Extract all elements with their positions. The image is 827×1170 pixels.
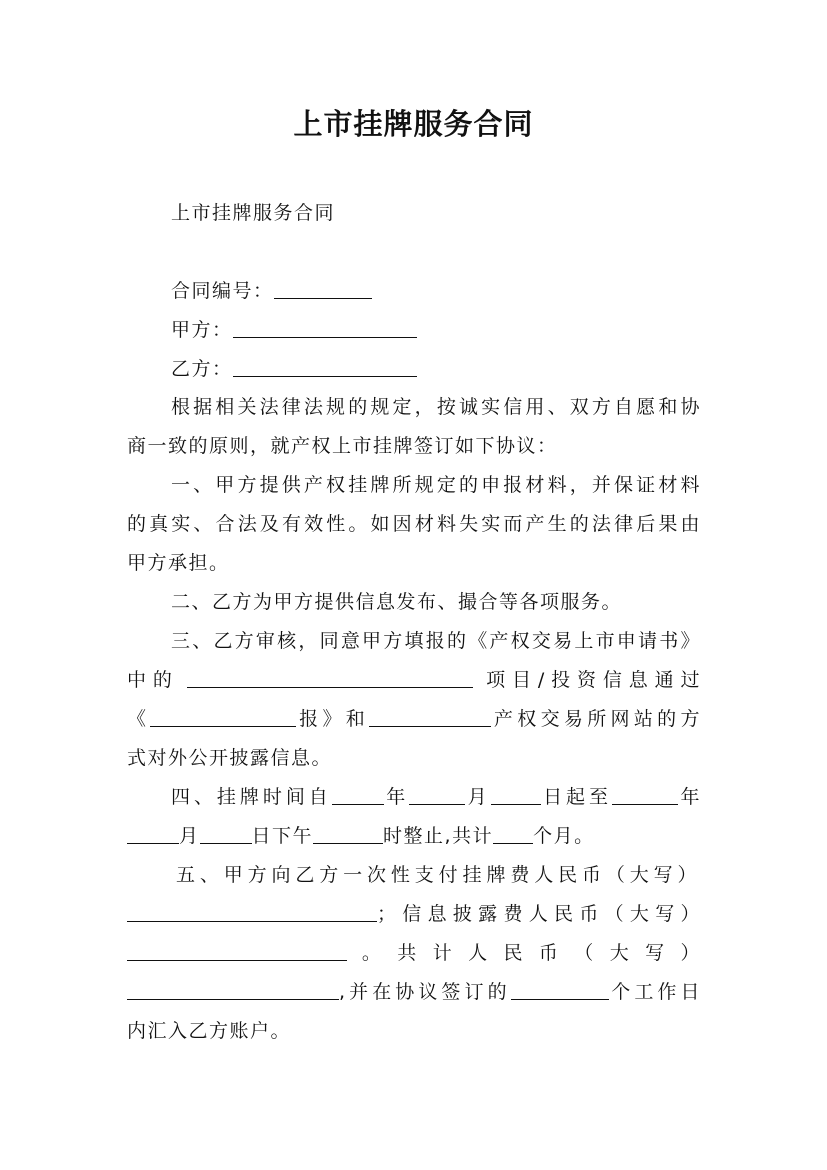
total-fee-blank: [127, 979, 339, 1000]
party-a-field: [171, 317, 417, 343]
clause2-line-1: 二、乙方为甲方提供信息发布、撮合等各项服务。: [171, 591, 623, 613]
contract-no-label: 合同编号：: [171, 280, 274, 302]
clause5-line-5: 内汇入乙方账户。: [127, 1020, 292, 1042]
clause3-line-3: [127, 706, 701, 732]
clause5-line4-b: ,并在协议签订的: [339, 981, 511, 1003]
preamble-line-1: 根据相关法律法规的规定，按诚实信用、双方自愿和协: [171, 396, 701, 418]
exchange-blank: [369, 706, 491, 727]
clause4-line1-d: 日起至: [540, 786, 612, 808]
clause5-line-1: 五、甲方向乙方一次性支付挂牌费人民币（大写）: [176, 864, 698, 886]
clause3-line-4: 式对外公开披露信息。: [127, 747, 333, 769]
clause4-line1-e: 年: [677, 786, 701, 808]
end-day-blank: [200, 823, 252, 844]
disclosure-fee-blank: [127, 940, 347, 961]
document-title: 上市挂牌服务合同: [293, 107, 534, 141]
clause1-line-3: 甲方承担。: [127, 552, 230, 574]
end-hour-blank: [313, 823, 383, 844]
party-a-label: 甲方：: [171, 319, 233, 341]
clause4-line2-b: 日下午: [251, 825, 314, 847]
clause4-line-1: [171, 784, 701, 810]
clause5-line-2: [127, 901, 701, 927]
clause4-line2-d: 个月。: [533, 825, 595, 847]
clause5-line2-b: ；信息披露费人民币（大写）: [377, 903, 701, 925]
clause3-line-1: 三、乙方审核，同意甲方填报的《产权交易上市申请书》: [171, 630, 701, 652]
clause3-line3-b: 报》和: [296, 708, 370, 730]
document-subtitle: 上市挂牌服务合同: [171, 202, 336, 224]
newspaper-blank: [150, 706, 296, 727]
clause5-line3-b: 。共计人民币（大写）: [347, 942, 701, 964]
contract-no-blank: [274, 278, 372, 299]
total-months-blank: [493, 823, 533, 844]
clause4-line1-c: 月: [465, 786, 491, 808]
clause3-line-2: [127, 667, 701, 693]
clause3-line3-c: 产权交易所网站的方: [491, 708, 701, 730]
clause1-line-1: 一、甲方提供产权挂牌所规定的申报材料，并保证材料: [171, 474, 701, 496]
end-month-blank: [127, 823, 179, 844]
clause4-line1-b: 年: [383, 786, 410, 808]
clause3-line3-a: 《: [127, 708, 151, 730]
project-blank: [187, 667, 473, 688]
start-month-blank: [409, 784, 465, 805]
clause4-line-2: [127, 823, 595, 849]
end-year-blank: [612, 784, 678, 805]
start-year-blank: [332, 784, 384, 805]
clause5-line-3: [127, 940, 701, 966]
working-days-blank: [511, 979, 609, 1000]
preamble-line-2: 商一致的原则，就产权上市挂牌签订如下协议：: [127, 435, 558, 457]
clause4-line2-a: 月: [179, 825, 200, 847]
party-b-blank: [233, 356, 417, 377]
party-b-field: [171, 356, 417, 382]
listing-fee-blank: [127, 901, 377, 922]
clause5-line4-c: 个工作日: [608, 981, 701, 1003]
party-a-blank: [233, 317, 417, 338]
start-day-blank: [491, 784, 541, 805]
clause3-line2-a: 中的: [127, 669, 179, 691]
party-b-label: 乙方：: [171, 358, 233, 380]
contract-no-field: [171, 278, 372, 304]
clause4-line1-a: 四、挂牌时间自: [171, 786, 332, 808]
clause3-line2-b: 项目/投资信息通过: [480, 669, 701, 691]
clause5-line-4: [127, 979, 701, 1005]
clause1-line-2: 的真实、合法及有效性。如因材料失实而产生的法律后果由: [127, 513, 701, 535]
clause4-line2-c: 时整止,共计: [383, 825, 494, 847]
